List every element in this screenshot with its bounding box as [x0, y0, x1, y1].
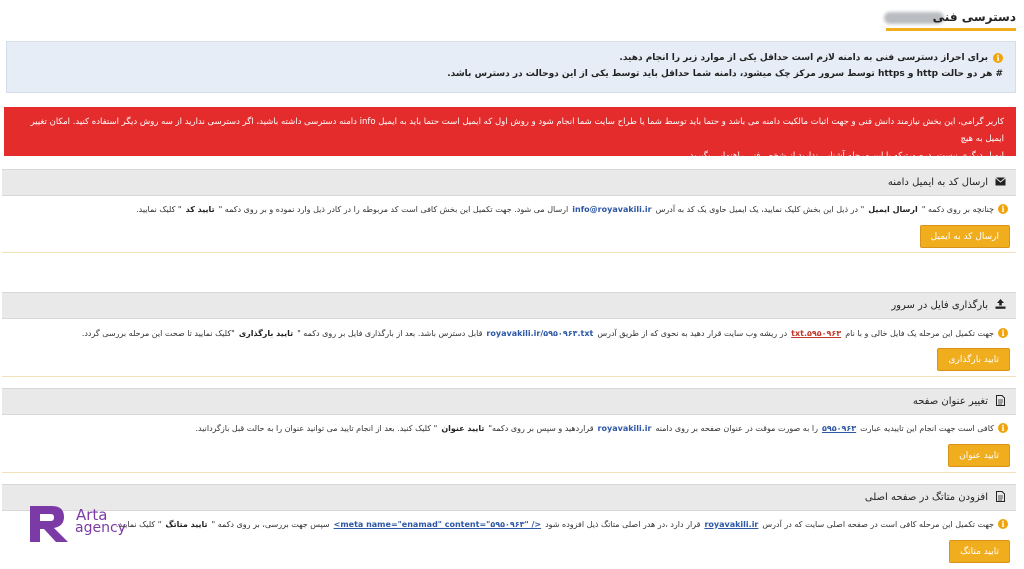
section-header-meta — [2, 484, 1016, 511]
desc-email: i چنانچه بر روی دکمه " ارسال ایمیل " در ذیل این بخش کلیک نمایید، یک ایمیل حاوی یک کد به آدرس info@royavakili.ir ارسال می شود. جهت تکمیل این بخش کافی است کد مربوطه را در کادر ذیل وارد نموده و بر روی دکمه " تایید کد " کلیک نمایید. — [136, 204, 1008, 214]
page-header — [6, 6, 1016, 32]
email-address: info@royavakili.ir — [572, 204, 652, 214]
logo-mark-icon — [26, 502, 72, 544]
envelope-icon — [994, 177, 1006, 189]
info-line-1 — [19, 50, 1003, 66]
logo-text-agency: agency — [75, 520, 126, 536]
document-icon — [994, 491, 1006, 505]
arta-agency-logo — [26, 500, 136, 546]
desc-meta: i جهت تکمیل این مرحله کافی است در صفحه اصلی سایت که در آدرس royavakili.ir قرار دارد ،در هدر اصلی متاتگ ذیل افزوده شود <meta name="enamad" content="۵۹۵۰۹۶۳" /> سپس جهت بررسی، بر روی دکمه " تایید متاتگ " کلیک نمایید. — [116, 519, 1008, 529]
info-icon: i — [998, 519, 1008, 529]
section-header-email — [2, 169, 1016, 196]
title-underline — [886, 28, 1016, 31]
section-title-meta: افزودن متاتگ در صفحه اصلی — [864, 492, 988, 503]
section-header-upload — [2, 292, 1016, 319]
page-title: دسترسی فنی — [932, 10, 1016, 24]
confirm-title-button[interactable]: تایید عنوان — [948, 444, 1010, 467]
section-body-upload — [2, 320, 1016, 377]
info-text-1: برای احراز دسترسی فنی به دامنه لازم است حداقل یکی از موارد زیر را انجام دهید. — [619, 53, 988, 63]
section-body-meta — [2, 511, 1016, 569]
file-url: royavakili.ir/۵۹۵۰۹۶۳.txt — [486, 328, 594, 338]
desc-title: i کافی است جهت انجام این تاییدیه عبارت ۵۹۵۰۹۶۳ را به صورت موقت در عنوان صفحه بر روی دامنه royavakili.ir قراردهید و سپس بر روی دکمه" تایید عنوان " کلیک کنید. بعد از انجام تایید می توانید عنوان را به حالت قبل بازگردانید. — [195, 423, 1008, 433]
confirm-upload-button[interactable]: تایید بارگذاری — [937, 348, 1010, 371]
info-icon: i — [998, 328, 1008, 338]
info-icon: i — [998, 204, 1008, 214]
info-text-2: # هر دو حالت http و https توسط سرور مرکز چک میشود، دامنه شما حداقل باید توسط یکی از این دوحالت در دسترس باشد. — [447, 69, 1003, 79]
file-name: ۵۹۵۰۹۶۳.txt — [791, 328, 842, 338]
desc-upload: i جهت تکمیل این مرحله یک فایل خالی و با نام ۵۹۵۰۹۶۳.txt در ریشه وب سایت قرار دهید به نحوی که از طریق آدرس royavakili.ir/۵۹۵۰۹۶۳.txt قابل دسترس باشد. بعد از بارگذاری فایل بر روی دکمه " تایید بارگذاری "کلیک نمایید تا صحت این مرحله بررسی گردد. — [82, 328, 1008, 338]
send-email-code-button[interactable]: ارسال کد به ایمیل — [920, 225, 1010, 248]
verify-code: ۵۹۵۰۹۶۳ — [821, 423, 857, 433]
info-icon: i — [993, 53, 1003, 63]
warning-alert — [4, 107, 1016, 161]
section-body-title — [2, 415, 1016, 473]
domain-name: royavakili.ir — [704, 519, 759, 529]
document-icon — [994, 395, 1006, 409]
alert-text-2: ایمیل دیگری نیست، درصورتیکه با این مرحله آشنایی ندارید از شخص فنی راهنمایی بگیرید — [689, 151, 1004, 161]
section-title-upload: بارگذاری فایل در سرور — [891, 300, 988, 311]
meta-tag-code: <meta name="enamad" content="۵۹۵۰۹۶۳" /> — [333, 519, 542, 529]
domain-name: royavakili.ir — [597, 423, 652, 433]
section-body-email — [2, 196, 1016, 253]
alert-text-1: کاربر گرامی، این بخش نیازمند دانش فنی و جهت اثبات مالکیت دامنه می باشد و حتما باید توسط شما یا طراح سایت شما انجام شود و روش اول که ایمیل است حتما باید به ایمیل info دامنه دسترسی داشته باشید، اگر دسترسی ندارید از سه روش دیگر استفاده کنید. امکان تغییر ایمیل به هیچ — [30, 117, 1004, 144]
upload-icon — [994, 299, 1006, 312]
section-title-page-title: تغییر عنوان صفحه — [912, 396, 988, 407]
confirm-meta-button[interactable]: تایید متاتگ — [949, 540, 1010, 563]
section-header-title — [2, 388, 1016, 415]
logo-text-arta: Arta — [76, 506, 108, 524]
info-icon: i — [998, 423, 1008, 433]
info-box — [6, 41, 1016, 93]
section-title-email: ارسال کد به ایمیل دامنه — [887, 177, 988, 188]
info-line-2 — [19, 66, 1003, 82]
